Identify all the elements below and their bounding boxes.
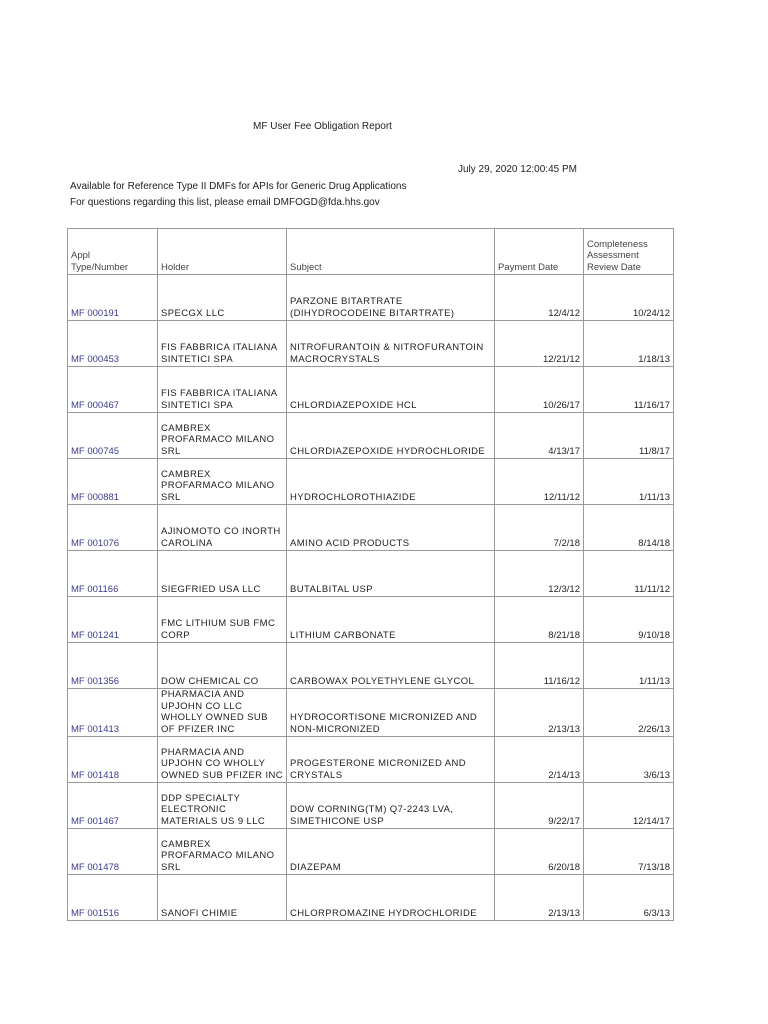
subject-cell: CHLORDIAZEPOXIDE HCL bbox=[287, 367, 495, 413]
table-row bbox=[68, 737, 674, 783]
review-date-cell: 1/11/13 bbox=[584, 459, 674, 505]
column-header-appl: Appl Type/Number bbox=[68, 229, 158, 275]
appl-number-cell[interactable]: MF 001478 bbox=[68, 829, 158, 875]
column-header-holder: Holder bbox=[158, 229, 287, 275]
subject-cell: NITROFURANTOIN & NITROFURANTOIN MACROCRYSTALS bbox=[287, 321, 495, 367]
column-header-review-date: Completeness Assessment Review Date bbox=[584, 229, 674, 275]
review-date-cell: 7/13/18 bbox=[584, 829, 674, 875]
review-date-cell: 3/6/13 bbox=[584, 737, 674, 783]
column-header-subject: Subject bbox=[287, 229, 495, 275]
appl-number-cell[interactable]: MF 001467 bbox=[68, 783, 158, 829]
appl-number-cell[interactable]: MF 001076 bbox=[68, 505, 158, 551]
column-header-payment-date: Payment Date bbox=[495, 229, 584, 275]
table-row bbox=[68, 551, 674, 597]
holder-cell: SPECGX LLC bbox=[158, 275, 287, 321]
payment-date-cell: 9/22/17 bbox=[495, 783, 584, 829]
holder-cell: DOW CHEMICAL CO bbox=[158, 643, 287, 689]
subject-cell: BUTALBITAL USP bbox=[287, 551, 495, 597]
payment-date-cell: 7/2/18 bbox=[495, 505, 584, 551]
appl-number-cell[interactable]: MF 001516 bbox=[68, 875, 158, 921]
table-row bbox=[68, 783, 674, 829]
table-row bbox=[68, 275, 674, 321]
report-title: MF User Fee Obligation Report bbox=[253, 121, 392, 132]
subject-cell: HYDROCORTISONE MICRONIZED AND NON-MICRONIZED bbox=[287, 689, 495, 737]
holder-cell: FIS FABBRICA ITALIANA SINTETICI SPA bbox=[158, 367, 287, 413]
holder-cell: PHARMACIA AND UPJOHN CO WHOLLY OWNED SUB PFIZER INC bbox=[158, 737, 287, 783]
table-row bbox=[68, 597, 674, 643]
appl-number-cell[interactable]: MF 000453 bbox=[68, 321, 158, 367]
payment-date-cell: 8/21/18 bbox=[495, 597, 584, 643]
subject-cell: DOW CORNING(TM) Q7-2243 LVA, SIMETHICONE USP bbox=[287, 783, 495, 829]
review-date-cell: 1/18/13 bbox=[584, 321, 674, 367]
review-date-cell: 12/14/17 bbox=[584, 783, 674, 829]
table-row bbox=[68, 505, 674, 551]
payment-date-cell: 6/20/18 bbox=[495, 829, 584, 875]
payment-date-cell: 2/14/13 bbox=[495, 737, 584, 783]
obligation-table bbox=[67, 228, 674, 921]
holder-cell: CAMBREX PROFARMACO MILANO SRL bbox=[158, 459, 287, 505]
table-row bbox=[68, 875, 674, 921]
review-date-cell: 10/24/12 bbox=[584, 275, 674, 321]
payment-date-cell: 2/13/13 bbox=[495, 689, 584, 737]
subject-cell: AMINO ACID PRODUCTS bbox=[287, 505, 495, 551]
appl-number-cell[interactable]: MF 001166 bbox=[68, 551, 158, 597]
review-date-cell: 11/16/17 bbox=[584, 367, 674, 413]
holder-cell: FMC LITHIUM SUB FMC CORP bbox=[158, 597, 287, 643]
appl-number-cell[interactable]: MF 001418 bbox=[68, 737, 158, 783]
holder-cell: CAMBREX PROFARMACO MILANO SRL bbox=[158, 829, 287, 875]
subject-cell: PARZONE BITARTRATE (DIHYDROCODEINE BITARTRATE) bbox=[287, 275, 495, 321]
subject-cell: HYDROCHLOROTHIAZIDE bbox=[287, 459, 495, 505]
subject-cell: LITHIUM CARBONATE bbox=[287, 597, 495, 643]
holder-cell: SANOFI CHIMIE bbox=[158, 875, 287, 921]
appl-number-cell[interactable]: MF 000745 bbox=[68, 413, 158, 459]
holder-cell: CAMBREX PROFARMACO MILANO SRL bbox=[158, 413, 287, 459]
review-date-cell: 9/10/18 bbox=[584, 597, 674, 643]
report-timestamp: July 29, 2020 12:00:45 PM bbox=[458, 164, 577, 175]
subject-cell: CHLORPROMAZINE HYDROCHLORIDE bbox=[287, 875, 495, 921]
appl-number-cell[interactable]: MF 001356 bbox=[68, 643, 158, 689]
review-date-cell: 11/11/12 bbox=[584, 551, 674, 597]
payment-date-cell: 12/11/12 bbox=[495, 459, 584, 505]
payment-date-cell: 4/13/17 bbox=[495, 413, 584, 459]
holder-cell: DDP SPECIALTY ELECTRONIC MATERIALS US 9 LLC bbox=[158, 783, 287, 829]
table-row bbox=[68, 829, 674, 875]
appl-number-cell[interactable]: MF 000191 bbox=[68, 275, 158, 321]
review-date-cell: 11/8/17 bbox=[584, 413, 674, 459]
holder-cell: FIS FABBRICA ITALIANA SINTETICI SPA bbox=[158, 321, 287, 367]
table-row bbox=[68, 643, 674, 689]
subject-cell: DIAZEPAM bbox=[287, 829, 495, 875]
holder-cell: AJINOMOTO CO INORTH CAROLINA bbox=[158, 505, 287, 551]
table-row bbox=[68, 413, 674, 459]
review-date-cell: 2/26/13 bbox=[584, 689, 674, 737]
subject-cell: CARBOWAX POLYETHYLENE GLYCOL bbox=[287, 643, 495, 689]
payment-date-cell: 12/21/12 bbox=[495, 321, 584, 367]
table-row bbox=[68, 459, 674, 505]
review-date-cell: 1/11/13 bbox=[584, 643, 674, 689]
holder-cell: SIEGFRIED USA LLC bbox=[158, 551, 287, 597]
payment-date-cell: 12/4/12 bbox=[495, 275, 584, 321]
report-contact: For questions regarding this list, please email DMFOGD@fda.hhs.gov bbox=[70, 197, 380, 208]
review-date-cell: 8/14/18 bbox=[584, 505, 674, 551]
subject-cell: PROGESTERONE MICRONIZED AND CRYSTALS bbox=[287, 737, 495, 783]
review-date-cell: 6/3/13 bbox=[584, 875, 674, 921]
table-header-row bbox=[68, 229, 674, 275]
appl-number-cell[interactable]: MF 000467 bbox=[68, 367, 158, 413]
payment-date-cell: 12/3/12 bbox=[495, 551, 584, 597]
table-row bbox=[68, 367, 674, 413]
holder-cell: PHARMACIA AND UPJOHN CO LLC WHOLLY OWNED SUB OF PFIZER INC bbox=[158, 689, 287, 737]
report-description: Available for Reference Type II DMFs for APIs for Generic Drug Applications bbox=[70, 181, 407, 192]
appl-number-cell[interactable]: MF 001241 bbox=[68, 597, 158, 643]
payment-date-cell: 2/13/13 bbox=[495, 875, 584, 921]
appl-number-cell[interactable]: MF 001413 bbox=[68, 689, 158, 737]
table-row bbox=[68, 689, 674, 737]
appl-number-cell[interactable]: MF 000881 bbox=[68, 459, 158, 505]
subject-cell: CHLORDIAZEPOXIDE HYDROCHLORIDE bbox=[287, 413, 495, 459]
table-row bbox=[68, 321, 674, 367]
payment-date-cell: 10/26/17 bbox=[495, 367, 584, 413]
payment-date-cell: 11/16/12 bbox=[495, 643, 584, 689]
